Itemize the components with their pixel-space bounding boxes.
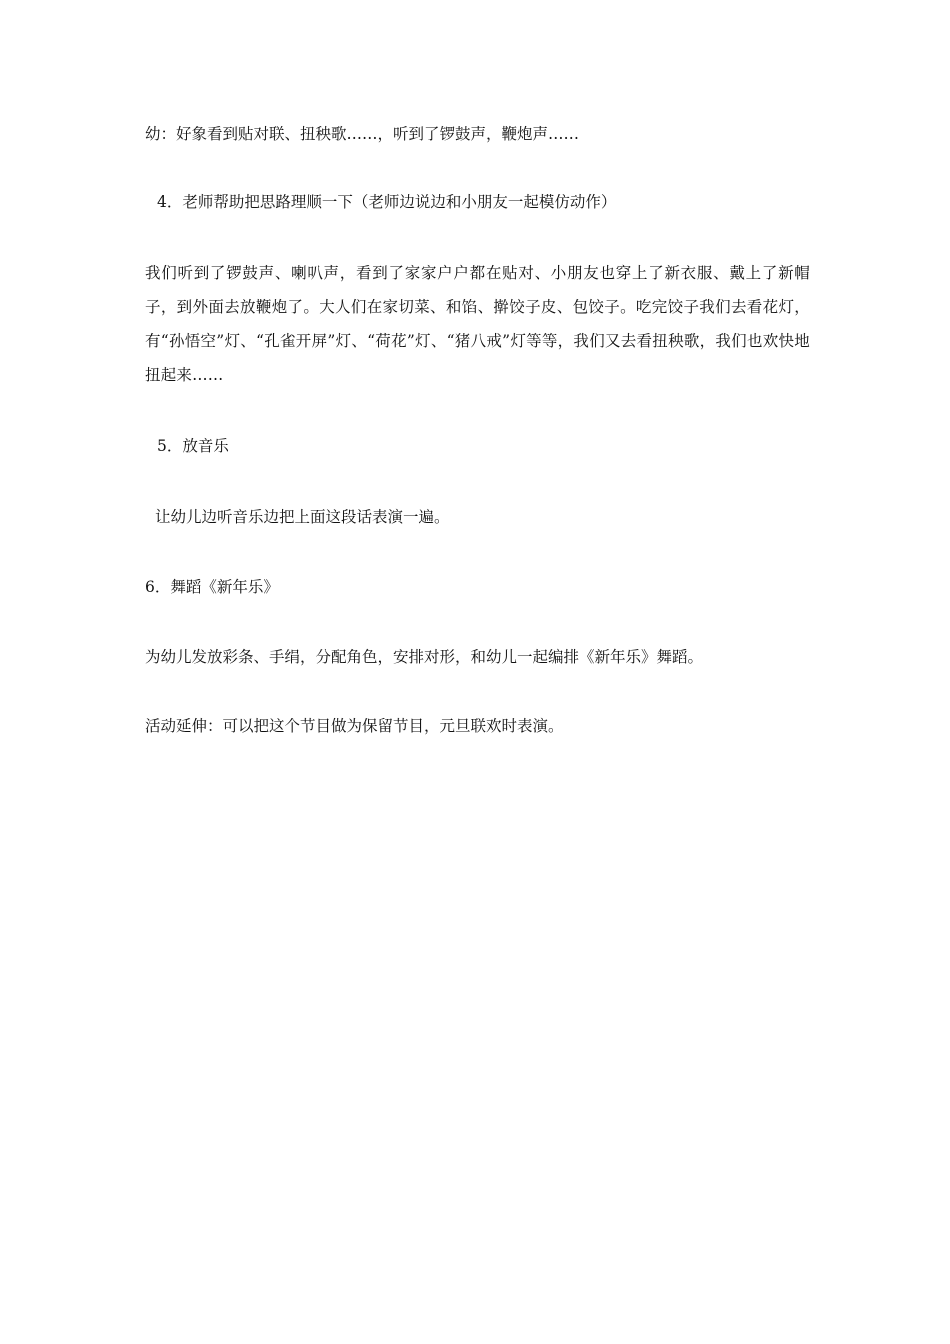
step-5-paragraph: 让幼儿边听音乐边把上面这段话表演一遍。 <box>155 508 450 526</box>
step-4-heading: 4．老师帮助把思路理顺一下（老师边说边和小朋友一起模仿动作） <box>157 193 617 211</box>
step-4-paragraph: 我们听到了锣鼓声、喇叭声，看到了家家户户都在贴对、小朋友也穿上了新衣服、戴上了新帽子，到外面去放鞭炮了。大人们在家切菜、和馅、擀饺子皮、包饺子。吃完饺子我们去看花灯，有“孙悟空”灯、“孔雀开屏”灯、“荷花”灯、“猪八戒”灯等等，我们又去看扭秧歌，我们也欢快地扭起来…… <box>145 264 810 384</box>
step-6-paragraph: 为幼儿发放彩条、手绢，分配角色，安排对形，和幼儿一起编排《新年乐》舞蹈。 <box>145 648 704 666</box>
step-6-heading: 6．舞蹈《新年乐》 <box>145 578 279 596</box>
activity-extension: 活动延伸：可以把这个节目做为保留节目，元旦联欢时表演。 <box>145 717 564 735</box>
step-5-heading: 5．放音乐 <box>157 437 229 455</box>
child-response-line: 幼：好象看到贴对联、扭秧歌……，听到了锣鼓声，鞭炮声…… <box>145 125 580 143</box>
